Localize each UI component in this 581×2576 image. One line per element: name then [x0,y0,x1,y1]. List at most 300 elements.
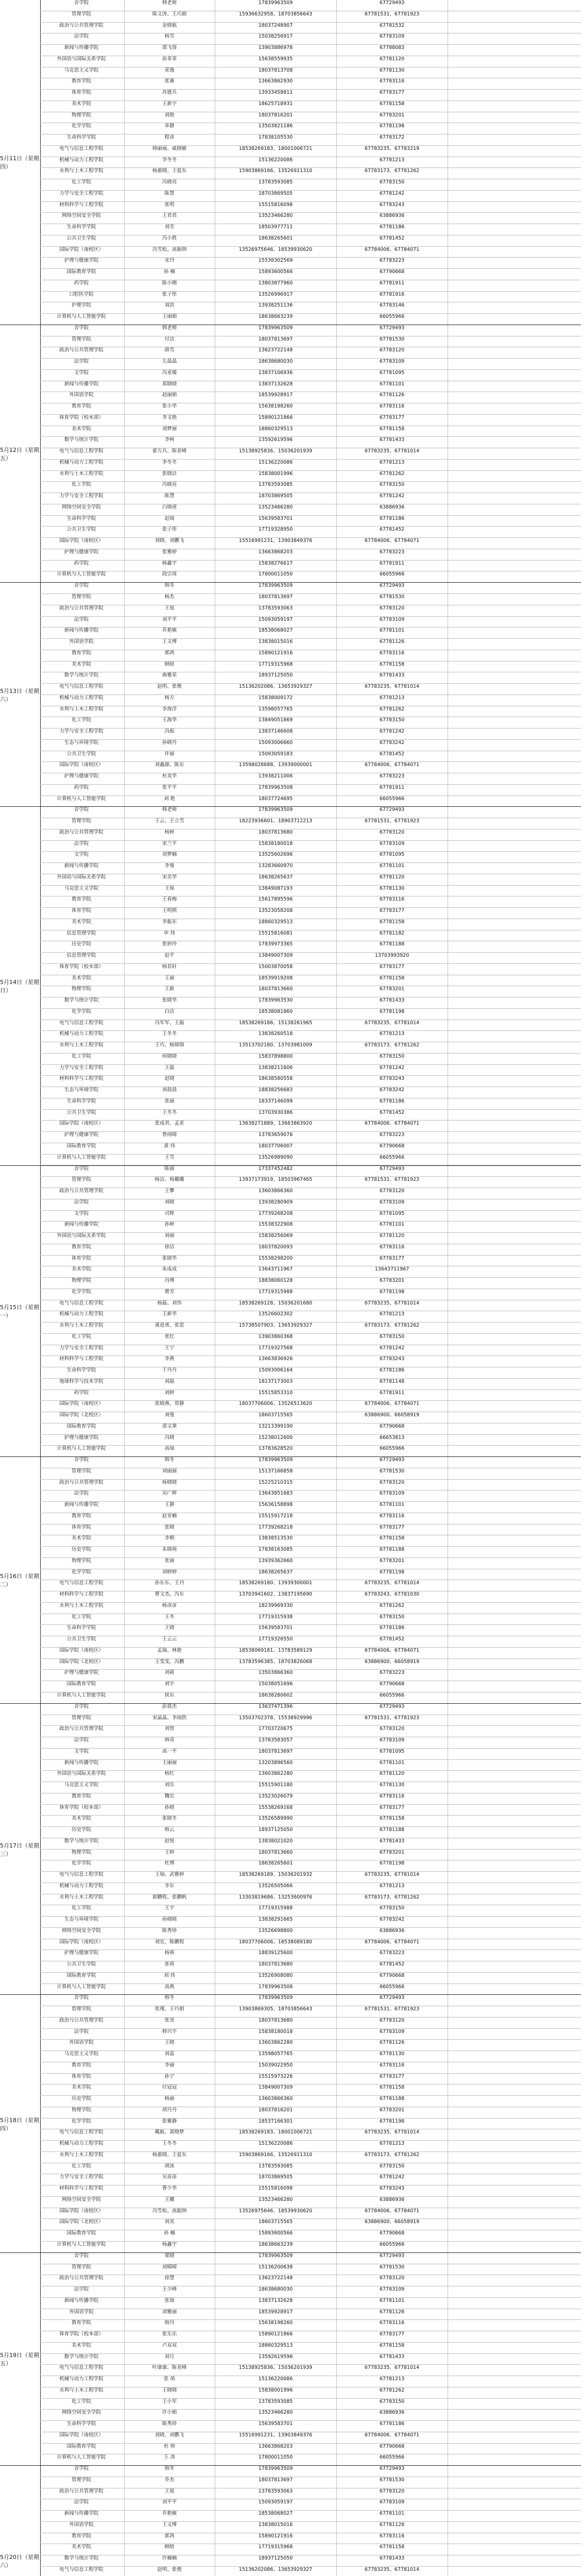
unit-cell: 计算机与人工智能学院 [57,2454,106,2461]
unit-cell: 化工学院 [71,1614,91,1620]
mobile-cell: 18638265601 [258,1860,293,1867]
office-phone-cell: 63886936 [379,1927,405,1934]
table-row [40,841,581,852]
mobile-cell: 17839963509 [258,2252,293,2259]
office-phone-cell: 67781130 [379,885,405,891]
office-phone-cell: 63886936 [379,213,405,219]
unit-cell: 护理与健康学院 [64,1434,99,1440]
table-row [40,650,581,662]
unit-cell: 化工学院 [71,1905,91,1911]
table-row [40,728,581,740]
contact-name-cell: 刘丽丽 [162,1468,177,1474]
office-phone-cell: 67781188 [379,1547,405,1553]
table-row [40,1513,581,1524]
office-phone-cell: 66055966 [379,1984,405,1990]
office-phone-cell: 67781531、67781923 [364,2006,420,2012]
contact-name-cell: 李文艳 [162,414,177,420]
office-phone-cell: 67781198 [379,123,405,129]
office-phone-cell: 67784006、67784071 [364,762,420,768]
unit-cell: 法学院 [74,359,89,365]
office-phone-cell: 67781198 [379,1569,405,1575]
table-row [40,2275,581,2286]
mobile-cell: 17839963509 [258,583,293,589]
unit-cell: 教育学院 [71,1244,91,1250]
contact-name-cell: 冯雪松、高振纳 [152,2208,187,2214]
mobile-cell: 18537166301 [258,2118,293,2124]
mobile-cell: 13703930386 [258,1109,293,1115]
mobile-cell: 18037816201 [258,112,293,118]
unit-cell: 体育学院 [71,1255,91,1261]
mobile-cell: 13598057765 [258,706,293,712]
mobile-cell: 13849007309 [258,953,293,959]
table-row [40,997,581,1009]
mobile-cell: 15093059197 [258,616,293,622]
office-phone-cell: 67783173、67781262 [364,1042,420,1048]
office-phone-cell: 67781126 [379,2309,405,2315]
table-row [40,2242,581,2253]
table-row [40,67,581,79]
unit-cell: 历史学院 [71,1827,91,1833]
office-phone-cell: 67783120 [379,1188,405,1194]
unit-cell: 法学院 [74,2286,89,2293]
unit-cell: 数学与统计学院 [64,2353,99,2360]
office-phone-cell: 67783150 [379,1053,405,1059]
unit-cell: 历史学院 [71,941,91,947]
contact-name-cell: 孙菲菲 [162,56,177,62]
mobile-cell: 15538302569 [258,258,293,264]
unit-cell: 教育学院 [71,1793,91,1799]
table-row [40,359,581,370]
table-row [40,561,581,572]
office-phone-cell: 67783120 [379,605,405,611]
office-phone-cell: 67784006、67784071 [364,2432,420,2438]
unit-cell: 电气与信息工程学院 [59,2129,104,2136]
unit-cell: 管理学院 [71,1177,91,1183]
contact-name-cell: 赵丽娟 [162,392,177,398]
contact-name-cell: 韩青 [164,1737,175,1743]
unit-cell: 美术学院 [71,426,91,432]
contact-name-cell: 王冬冬 [162,2141,177,2147]
contact-name-cell: 张昊 [164,2017,175,2023]
unit-cell: 教育学院 [71,650,91,656]
table-row [40,605,581,617]
table-row [40,1065,581,1076]
contact-name-cell: 冯晓亮 [162,482,177,488]
contact-name-cell: 刘曼 [164,1412,175,1418]
contact-name-cell: 王冬 [164,1614,175,1620]
table-row [40,1850,581,1861]
office-phone-cell: 67784006、67784071 [364,1647,420,1653]
unit-cell: 信息管理学院 [66,953,96,959]
office-phone-cell: 67783150 [379,2398,405,2404]
contact-name-cell: 王旭 [164,605,175,611]
table-row [40,2174,581,2185]
contact-name-cell: 曹少华 [162,2185,177,2192]
contact-name-cell: 许丽 [164,751,175,757]
office-phone-cell: 67783109 [379,33,405,40]
mobile-cell: 17839963509 [258,807,293,813]
table-row [40,1289,581,1300]
contact-name-cell: 白晓虎 [162,504,177,510]
mobile-cell: 17719328950 [258,527,293,533]
mobile-cell: 13849007309 [258,2084,293,2091]
unit-cell: 计算机与人工智能学院 [57,1154,106,1160]
mobile-cell: 18037706006、13526513620 [238,1401,313,1407]
unit-cell: 政治与公共管理学院 [59,2275,104,2281]
mobile-cell: 17719327568 [258,1345,293,1351]
mobile-cell: 18937125050 [258,2555,293,2562]
table-row [40,874,581,886]
unit-cell: 国际学院（南校区） [59,1121,104,1127]
mobile-cell: 17719315938 [258,1614,293,1620]
office-phone-cell: 67783223 [379,773,405,779]
date-cell: 5月11日（星期四） [0,0,41,326]
unit-cell: 水利与土木工程学院 [59,1602,104,1608]
table-row [40,1805,581,1816]
unit-cell: 外国语学院 [69,392,94,398]
mobile-cell: 18538068027 [258,628,293,634]
unit-cell: 材料科学与工程学院 [59,1076,104,1082]
mobile-cell: 13663862930 [258,78,293,84]
table-row [40,101,581,112]
office-phone-cell: 67783109 [379,1199,405,1205]
table-row [40,1838,581,1850]
office-phone-cell: 67783109 [379,1737,405,1743]
contact-name-cell: 刘鑫源、陈东 [155,762,184,768]
unit-cell: 生命科学学院 [66,1098,96,1104]
unit-cell: 马克思主义学院 [64,2051,99,2057]
table-row [40,986,581,997]
contact-name-cell: 徐洁 [164,1244,175,1250]
office-phone-cell: 67783235、67781014 [364,1020,420,1026]
table-row [40,336,581,348]
table-row [40,2522,581,2533]
contact-name-cell: 高燕 [164,1984,175,1990]
day-rows [40,583,581,807]
unit-cell: 文学院 [74,852,89,858]
office-phone-cell: 67783120 [379,2488,405,2494]
table-row [40,392,581,403]
office-phone-cell: 67783120 [379,1479,405,1485]
unit-cell: 材料科学与工程学院 [59,1356,104,1362]
contact-name-cell: 刘芳 [164,224,175,230]
unit-cell: 教育学院 [71,2533,91,2539]
contact-name-cell: 张小华 [162,403,177,410]
unit-cell: 公共卫生学院 [66,1961,96,1968]
office-phone-cell: 67783150 [379,1905,405,1911]
table-row [40,1636,581,1648]
table-row [40,1266,581,1278]
mobile-cell: 17739268208 [258,1210,293,1216]
office-phone-cell: 67781452 [379,235,405,241]
mobile-cell: 13598028688、13939000001 [238,762,313,768]
mobile-cell: 15890121866 [258,2331,293,2337]
mobile-cell: 15515816098 [258,2185,293,2192]
mobile-cell: 15225210315 [258,1479,293,1485]
unit-cell: 力学与安全工程学院 [59,190,104,196]
office-phone-cell: 67783235、67781014 [364,1580,420,1586]
table-row [40,448,581,460]
contact-name-cell: 张明 [164,201,175,208]
unit-cell: 生命科学学院 [66,1367,96,1374]
contact-name-cell: 张萌 [164,1961,175,1968]
mobile-cell: 18838060128 [258,1278,293,1284]
table-row [40,1087,581,1098]
unit-cell: 美术学院 [71,1266,91,1273]
contact-name-cell: 王冬冬 [162,1031,177,1037]
contact-name-cell: 李振东 [162,919,177,925]
contact-name-cell: 杨磊、刘伟 [157,1300,182,1306]
unit-cell: 化工学院 [71,179,91,185]
office-phone-cell: 67781452 [379,1961,405,1968]
table-row [40,2119,581,2130]
office-phone-cell: 67781095 [379,369,405,376]
mobile-cell: 13849051869 [258,717,293,723]
table-row [40,2567,581,2576]
unit-cell: 电气与信息工程学院 [59,1300,104,1306]
mobile-cell: 13783583057 [258,1737,293,1743]
mobile-cell: 15515901180 [258,1782,293,1788]
table-row [40,516,581,527]
day-block [0,1457,581,1704]
unit-cell: 生态与环境学院 [64,739,99,745]
contact-name-cell: 许楠楠 [162,2555,177,2562]
office-phone-cell: 67781262 [379,1602,405,1608]
contact-name-cell: 陈文涛、王巧娟 [152,11,187,17]
unit-cell: 电气与信息工程学院 [59,684,104,690]
unit-cell: 护理与健康学院 [64,549,99,555]
table-row [40,1917,581,1928]
contact-name-cell: 王巧、杨锦锦 [155,1042,184,1048]
table-row [40,213,581,224]
contact-name-cell: 于丹丹 [162,1367,177,1374]
table-row [40,1199,581,1211]
unit-cell: 法学院 [74,2499,89,2505]
office-phone-cell: 67781531、67781923 [364,1177,420,1183]
unit-cell: 电气与信息工程学院 [59,448,104,454]
contact-name-cell: 刘美 [164,2219,175,2225]
unit-cell: 新闻与传播学院 [64,1759,99,1766]
unit-cell: 美术学院 [71,1535,91,1541]
table-row [40,1535,581,1547]
office-phone-cell: 67783223 [379,1950,405,1956]
office-phone-cell: 67781101 [379,1502,405,1508]
contact-name-cell: 宋晶晶、李雨欣 [152,1715,187,1721]
office-phone-cell: 67783242 [379,1917,405,1923]
table-row [40,1569,581,1581]
office-phone-cell: 67729493 [379,807,405,813]
contact-name-cell: 张妙玲 [162,941,177,947]
contact-name-cell: 王晓晓 [162,2387,177,2393]
table-row [40,1143,581,1155]
table-row [40,1401,581,1412]
contact-name-cell: 陈秀珍 [162,1927,177,1934]
table-row [40,2399,581,2410]
unit-cell: 政治与公共管理学院 [59,2488,104,2494]
mobile-cell: 17839963509 [258,0,293,6]
mobile-cell: 18037706006、18538089180 [238,1939,313,1945]
table-row [40,1614,581,1625]
table-row [40,269,581,280]
contact-name-cell: 王新 [164,986,175,992]
date-cell: 5月20日（星期六） [0,2466,41,2576]
table-row [40,2129,581,2141]
table-row [40,1076,581,1087]
table-row [40,1984,581,1995]
office-phone-cell: 67784006、67784071 [364,1401,420,1407]
table-row [40,258,581,269]
table-row [40,1367,581,1379]
contact-name-cell: 张子彤 [162,291,177,297]
mobile-cell: 13523466280 [258,2410,293,2416]
mobile-cell: 13523466280 [258,2196,293,2202]
contact-name-cell: 李燕 [164,1356,175,1362]
contact-name-cell: 曲雅星 [162,672,177,679]
unit-cell: 管理学院 [71,594,91,600]
mobile-cell: 15136220086 [258,2376,293,2382]
table-row [40,1591,581,1603]
unit-cell: 机械与动力工程学院 [59,1311,104,1317]
contact-name-cell: 李海洋 [162,706,177,712]
unit-cell: 材料科学与工程学院 [59,2185,104,2192]
contact-name-cell: 王旭 [164,2488,175,2494]
mobile-cell: 15516991231、13903849376 [238,538,313,544]
contact-name-cell: 王静 [164,1502,175,1508]
office-phone-cell: 67790668 [379,1143,405,1149]
contact-name-cell: 杨晓晓 [162,1479,177,1485]
contact-name-cell: 宋美华 [162,874,177,880]
contact-name-cell: 刘雅丽 [162,2309,177,2315]
office-phone-cell: 67783177 [379,1804,405,1810]
mobile-cell: 17839963509 [258,325,293,331]
mobile-cell: 17739268218 [258,1524,293,1530]
table-row [40,482,581,493]
unit-cell: 化学学院 [71,2118,91,2124]
table-row [40,1446,581,1457]
contact-name-cell: 张雅婷 [162,549,177,555]
unit-cell: 音学院 [74,0,89,6]
office-phone-cell: 67788083 [379,45,405,50]
mobile-cell: 15136220086 [258,459,293,465]
unit-cell: 体育学院（校本部） [59,963,104,970]
mobile-cell: 18037724695 [258,795,293,802]
contact-name-cell: 王海华 [162,717,177,723]
mobile-cell: 15890121866 [258,414,293,420]
contact-name-cell: 杨萌 [164,1950,175,1956]
table-row [40,964,581,975]
table-row [40,191,581,202]
mobile-cell: 13938251136 [258,302,293,309]
office-phone-cell: 67781188 [379,1827,405,1833]
mobile-cell: 13203896560 [258,1759,293,1766]
office-phone-cell: 67783201 [379,112,405,118]
table-row [40,1648,581,1659]
unit-cell: 马克思主义学院 [64,885,99,891]
office-phone-cell: 67729493 [379,2466,405,2472]
table-row [40,1726,581,1737]
contact-name-cell: 张晓燕、常静 [155,1401,184,1407]
table-row [40,1659,581,1670]
table-row [40,762,581,773]
mobile-cell: 15138925836、15036201939 [238,448,313,454]
table-row [40,247,581,258]
office-phone-cell: 67781126 [379,392,405,398]
day-block [0,807,581,1165]
unit-cell: 机械与动力工程学院 [59,2376,104,2382]
mobile-cell: 15838256069 [258,1233,293,1239]
mobile-cell: 13938211006 [258,773,293,779]
office-phone-cell: 67781158 [379,975,405,981]
mobile-cell: 13526975646、18539930620 [238,246,313,252]
contact-name-cell: 刘莉 [164,1670,175,1676]
contact-name-cell: 申 伟 [163,930,176,936]
office-phone-cell: 67783235、67781014 [364,2566,420,2572]
table-row [40,1188,581,1199]
unit-cell: 国际教育学院 [66,1972,96,1978]
table-row [40,426,581,437]
table-row [40,829,581,841]
unit-cell: 历史学院 [71,1547,91,1553]
mobile-cell: 17839963508 [258,1984,293,1990]
office-phone-cell: 67783172 [379,134,405,140]
table-row [40,0,581,11]
contact-name-cell: 王文博 [162,2521,177,2528]
mobile-cell: 18539928917 [258,2309,293,2315]
unit-cell: 国际教育学院 [66,2443,96,2449]
mobile-cell: 13783659076 [258,1132,293,1138]
mobile-cell: 15639583701 [258,515,293,521]
table-row [40,437,581,448]
unit-cell: 化工学院 [71,1053,91,1059]
contact-name-cell: 王宁 [164,1345,175,1351]
mobile-cell: 13837132628 [258,381,293,387]
table-row [40,2477,581,2488]
unit-cell: 物理学院 [71,1849,91,1855]
table-row [40,1872,581,1883]
unit-cell: 数学与统计学院 [64,997,99,1004]
contact-name-cell: 王少峰 [162,2286,177,2293]
unit-cell: 力学与安全工程学院 [59,1345,104,1351]
table-row [40,1300,581,1312]
unit-cell: 电气与信息工程学院 [59,145,104,151]
office-phone-cell: 66055966 [379,795,405,802]
office-phone-cell: 67783223 [379,258,405,264]
unit-cell: 水利与土木工程学院 [59,470,104,477]
contact-name-cell: 郭鹏程、张鹏帆 [152,1894,187,1900]
contact-name-cell: 陈慧 [164,493,175,499]
contact-name-cell: 郭鸿 [164,650,175,656]
mobile-cell: 15538269168 [258,1804,293,1810]
office-phone-cell: 67781186 [379,1625,405,1631]
table-row [40,2197,581,2208]
office-phone-cell: 67783201 [379,1849,405,1855]
contact-name-cell: 侯东 [164,1692,175,1698]
mobile-cell: 18239969330 [258,1602,293,1608]
date-cell: 5月19日（星期五） [0,2253,41,2466]
office-phone-cell: 67781242 [379,1064,405,1071]
unit-cell: 音学院 [74,1703,89,1709]
office-phone-cell: 67783173、67781262 [364,168,420,174]
day-rows [40,325,581,583]
table-row [40,1020,581,1031]
office-phone-cell: 67729493 [379,1457,405,1463]
contact-name-cell: 孙 楠 [163,2230,176,2236]
table-row [40,1558,581,1569]
contact-name-cell: 王丽 [164,975,175,981]
mobile-cell: 18037813680 [258,1961,293,1968]
contact-name-cell: 孙婷 [164,1222,175,1228]
table-row [40,460,581,471]
